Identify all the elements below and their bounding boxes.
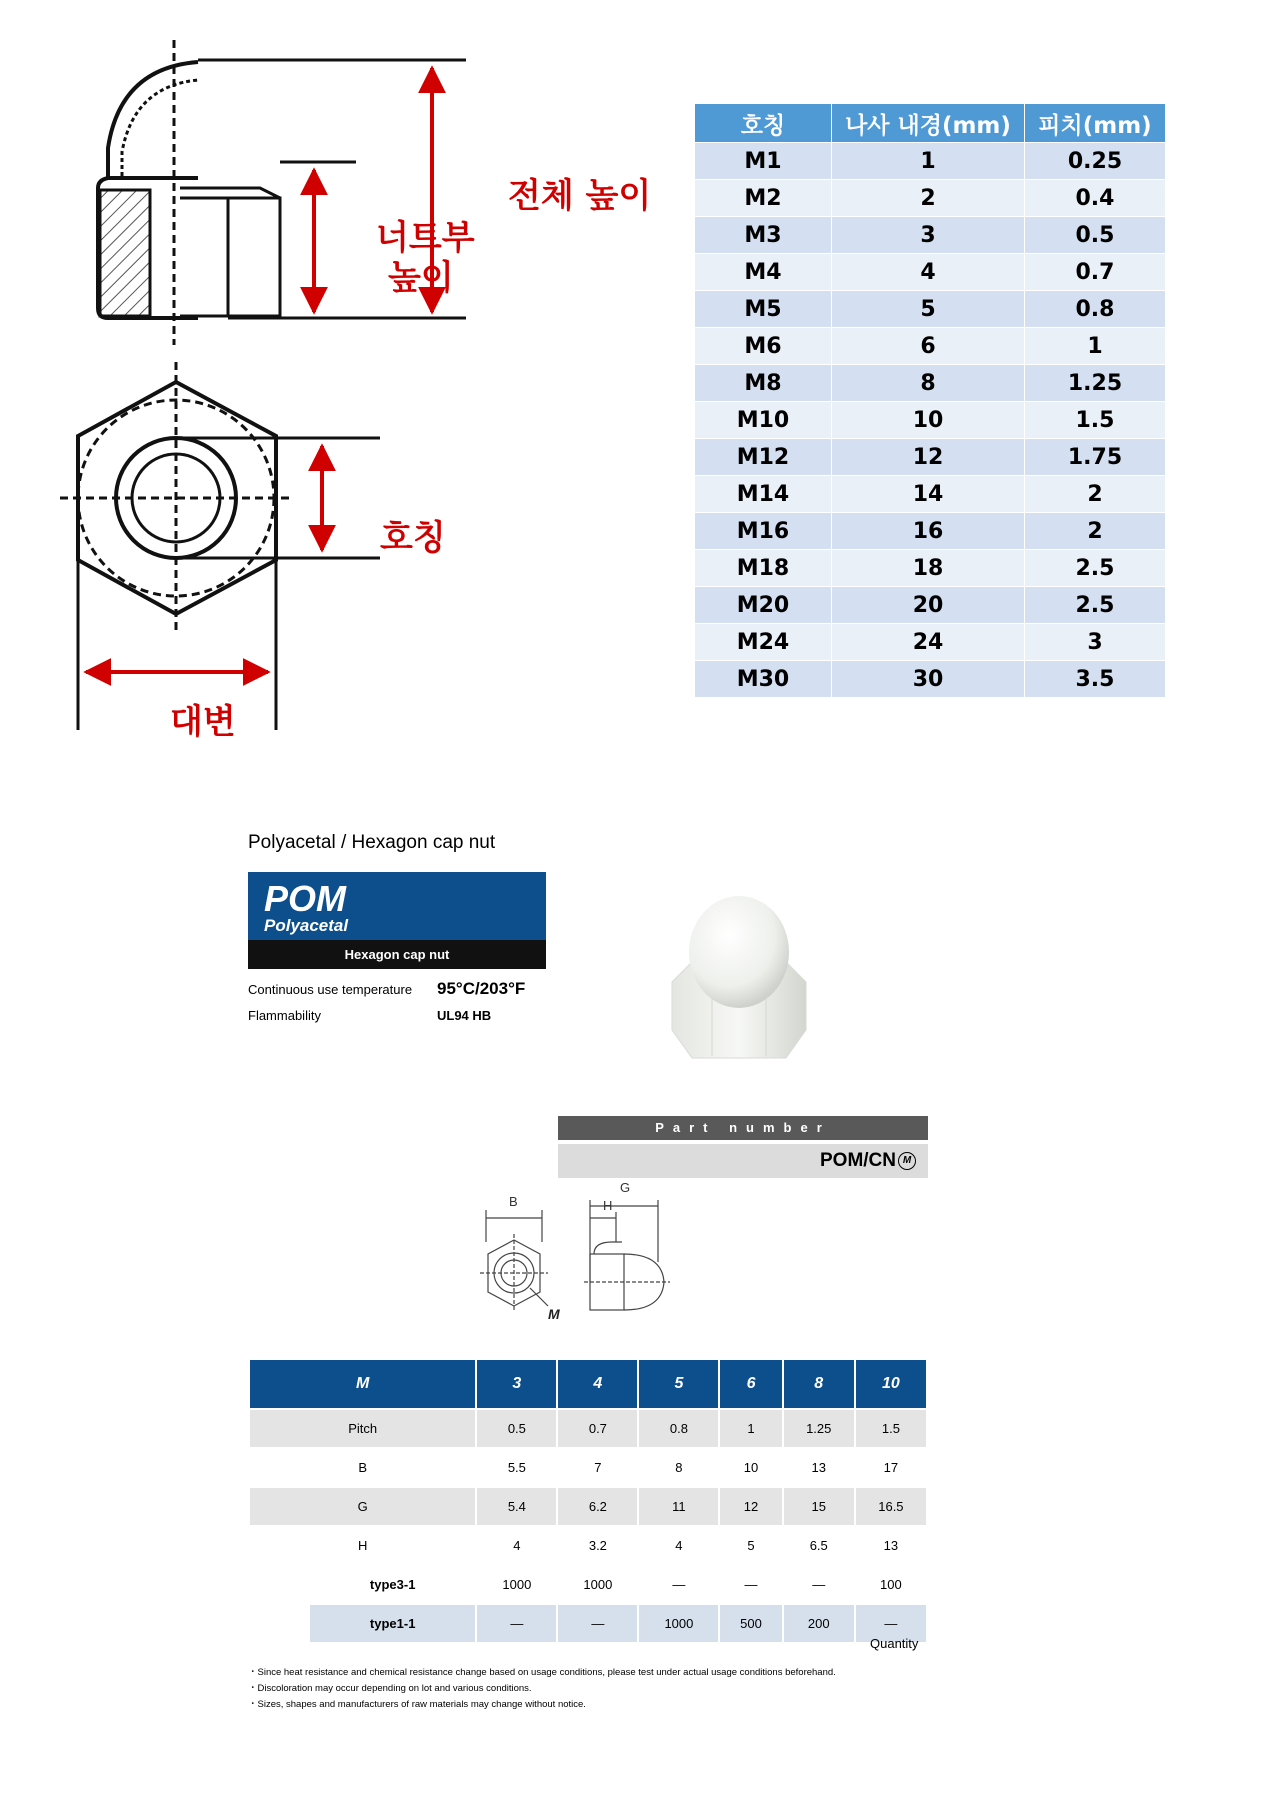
spec-row xyxy=(695,365,1166,402)
spec-row xyxy=(695,587,1166,624)
nut-height-label-line2: 높이 xyxy=(388,258,454,298)
prop-flammability-label: Flammability xyxy=(248,1008,321,1023)
spec-row xyxy=(695,217,1166,254)
spec-row xyxy=(695,291,1166,328)
dimension-cell: 11 xyxy=(638,1487,719,1526)
type-row xyxy=(249,1604,927,1643)
dimension-cell: 16.5 xyxy=(855,1487,927,1526)
spec-nominal-cell: M4 xyxy=(695,254,832,291)
dimension-cell: 1.25 xyxy=(783,1409,855,1448)
part-number-header: Part number xyxy=(558,1116,928,1140)
spec-nominal-cell: M14 xyxy=(695,476,832,513)
across-flats-label: 대변 xyxy=(170,702,236,742)
spec-pitch-cell: 1.75 xyxy=(1025,439,1166,476)
spec-nominal-cell: M18 xyxy=(695,550,832,587)
dimension-cell: 0.8 xyxy=(638,1409,719,1448)
spec-pitch-cell: 1.25 xyxy=(1025,365,1166,402)
spec-pitch-cell: 1 xyxy=(1025,328,1166,365)
nominal-label: 호칭 xyxy=(380,518,446,558)
spec-pitch-cell: 3 xyxy=(1025,624,1166,661)
spec-nominal-cell: M8 xyxy=(695,365,832,402)
spec-pitch-cell: 0.4 xyxy=(1025,180,1166,217)
spec-nominal-cell: M3 xyxy=(695,217,832,254)
spec-diameter-cell: 24 xyxy=(832,624,1025,661)
size-header: 8 xyxy=(783,1359,855,1409)
dimension-table xyxy=(248,1358,928,1644)
material-name: Polyacetal xyxy=(264,916,349,935)
spec-nominal-cell: M1 xyxy=(695,143,832,180)
side-view xyxy=(98,62,280,318)
spec-pitch-cell: 0.25 xyxy=(1025,143,1166,180)
type-quantity-cell: — xyxy=(783,1565,855,1604)
product-title: Polyacetal / Hexagon cap nut xyxy=(248,832,496,853)
type-quantity-cell: 500 xyxy=(719,1604,782,1643)
type-header: Type xyxy=(249,1565,309,1643)
dimension-cell: 0.7 xyxy=(557,1409,638,1448)
spec-nominal-cell: M20 xyxy=(695,587,832,624)
dimension-row-label: Pitch xyxy=(249,1409,476,1448)
dimension-cell: 15 xyxy=(783,1487,855,1526)
dimension-cell: 10 xyxy=(719,1448,782,1487)
dimension-row-label: H xyxy=(249,1526,476,1565)
dimension-cell: 7 xyxy=(557,1448,638,1487)
dimension-cell: 1 xyxy=(719,1409,782,1448)
spec-diameter-cell: 30 xyxy=(832,661,1025,698)
type-quantity-cell: 1000 xyxy=(476,1565,557,1604)
spec-nominal-cell: M12 xyxy=(695,439,832,476)
dimension-cell: 5.4 xyxy=(476,1487,557,1526)
total-height-label: 전체 높이 xyxy=(508,176,652,216)
size-header: 5 xyxy=(638,1359,719,1409)
type-quantity-cell: — xyxy=(855,1604,927,1643)
spec-diameter-cell: 6 xyxy=(832,328,1025,365)
type-name: type3-1 xyxy=(309,1565,476,1604)
size-header-label: M xyxy=(249,1359,476,1409)
type-name: type1-1 xyxy=(309,1604,476,1643)
spec-row xyxy=(695,513,1166,550)
thread-spec-table xyxy=(694,103,1166,698)
part-number-size-suffix: M xyxy=(898,1152,916,1170)
type-quantity-cell: 100 xyxy=(855,1565,927,1604)
spec-diameter-cell: 5 xyxy=(832,291,1025,328)
cap-nut-product-photo xyxy=(664,890,814,1070)
spec-pitch-cell: 3.5 xyxy=(1025,661,1166,698)
spec-row xyxy=(695,624,1166,661)
dimension-cell: 4 xyxy=(638,1526,719,1565)
header-pitch: 피치(mm) xyxy=(1025,104,1166,143)
spec-pitch-cell: 0.8 xyxy=(1025,291,1166,328)
note-3: ・Sizes, shapes and manufacturers of raw materials may change without notice. xyxy=(248,1699,586,1710)
dimension-row xyxy=(249,1526,927,1565)
spec-row xyxy=(695,143,1166,180)
header-inner-diameter: 나사 내경(mm) xyxy=(832,104,1025,143)
prop-temp-label: Continuous use temperature xyxy=(248,982,413,997)
type-quantity-cell: 200 xyxy=(783,1604,855,1643)
type-row xyxy=(249,1565,927,1604)
spec-pitch-cell: 2.5 xyxy=(1025,550,1166,587)
type-quantity-cell: — xyxy=(557,1604,638,1643)
spec-diameter-cell: 18 xyxy=(832,550,1025,587)
dimension-row xyxy=(249,1409,927,1448)
size-header: 10 xyxy=(855,1359,927,1409)
dim-h-label: H xyxy=(603,1198,613,1213)
spec-pitch-cell: 2.5 xyxy=(1025,587,1166,624)
spec-pitch-cell: 1.5 xyxy=(1025,402,1166,439)
spec-row xyxy=(695,328,1166,365)
spec-pitch-cell: 0.5 xyxy=(1025,217,1166,254)
spec-diameter-cell: 3 xyxy=(832,217,1025,254)
size-header: 6 xyxy=(719,1359,782,1409)
prop-temp-value: 95°C/203°F xyxy=(437,979,526,998)
spec-diameter-cell: 12 xyxy=(832,439,1025,476)
dimension-cell: 0.5 xyxy=(476,1409,557,1448)
dim-m-label: M xyxy=(548,1306,560,1322)
type-quantity-cell: — xyxy=(638,1565,719,1604)
type-quantity-cell: — xyxy=(476,1604,557,1643)
dim-g-label: G xyxy=(620,1180,631,1195)
spec-nominal-cell: M6 xyxy=(695,328,832,365)
spec-nominal-cell: M30 xyxy=(695,661,832,698)
part-number-value: POM/CN xyxy=(820,1150,896,1171)
spec-row xyxy=(695,476,1166,513)
cap-nut-technical-drawing xyxy=(60,40,680,740)
dimension-cell: 6.2 xyxy=(557,1487,638,1526)
dimension-row-label: G xyxy=(249,1487,476,1526)
type-quantity-cell: — xyxy=(719,1565,782,1604)
dimension-cell: 5 xyxy=(719,1526,782,1565)
spec-row xyxy=(695,180,1166,217)
spec-diameter-cell: 20 xyxy=(832,587,1025,624)
dimension-cell: 13 xyxy=(783,1448,855,1487)
type-quantity-cell: 1000 xyxy=(638,1604,719,1643)
dimension-drawing xyxy=(472,1182,672,1342)
size-header: 4 xyxy=(557,1359,638,1409)
spec-row xyxy=(695,661,1166,698)
spec-diameter-cell: 8 xyxy=(832,365,1025,402)
material-code: POM xyxy=(264,878,347,919)
spec-nominal-cell: M10 xyxy=(695,402,832,439)
nut-height-label-line1: 너트부 xyxy=(376,218,475,258)
dimension-cell: 3.2 xyxy=(557,1526,638,1565)
header-nominal: 호칭 xyxy=(695,104,832,143)
dimension-cell: 12 xyxy=(719,1487,782,1526)
spec-diameter-cell: 14 xyxy=(832,476,1025,513)
note-2: ・Discoloration may occur depending on lot and various conditions. xyxy=(248,1683,532,1694)
dimension-cell: 17 xyxy=(855,1448,927,1487)
spec-diameter-cell: 1 xyxy=(832,143,1025,180)
spec-pitch-cell: 2 xyxy=(1025,476,1166,513)
dimension-row xyxy=(249,1487,927,1526)
spec-nominal-cell: M5 xyxy=(695,291,832,328)
dimension-cell: 4 xyxy=(476,1526,557,1565)
spec-nominal-cell: M2 xyxy=(695,180,832,217)
spec-nominal-cell: M16 xyxy=(695,513,832,550)
dimension-cell: 5.5 xyxy=(476,1448,557,1487)
product-name: Hexagon cap nut xyxy=(248,940,546,969)
dimension-cell: 8 xyxy=(638,1448,719,1487)
dimension-row-label: B xyxy=(249,1448,476,1487)
spec-diameter-cell: 2 xyxy=(832,180,1025,217)
spec-nominal-cell: M24 xyxy=(695,624,832,661)
part-number-box xyxy=(558,1144,928,1178)
spec-pitch-cell: 2 xyxy=(1025,513,1166,550)
material-banner xyxy=(248,872,546,969)
quantity-label: Quantity xyxy=(870,1636,919,1651)
spec-row xyxy=(695,402,1166,439)
type-quantity-cell: 1000 xyxy=(557,1565,638,1604)
spec-pitch-cell: 0.7 xyxy=(1025,254,1166,291)
spec-row xyxy=(695,439,1166,476)
dimension-row xyxy=(249,1448,927,1487)
dimension-cell: 13 xyxy=(855,1526,927,1565)
note-1: ・Since heat resistance and chemical resistance change based on usage conditions, please test under actual usage conditions beforehand. xyxy=(248,1667,836,1678)
dim-b-label: B xyxy=(509,1194,518,1209)
dimension-cell: 1.5 xyxy=(855,1409,927,1448)
size-header: 3 xyxy=(476,1359,557,1409)
dimension-cell: 6.5 xyxy=(783,1526,855,1565)
spec-diameter-cell: 4 xyxy=(832,254,1025,291)
spec-row xyxy=(695,254,1166,291)
prop-flammability-value: UL94 HB xyxy=(437,1008,492,1023)
spec-diameter-cell: 10 xyxy=(832,402,1025,439)
spec-row xyxy=(695,550,1166,587)
spec-diameter-cell: 16 xyxy=(832,513,1025,550)
